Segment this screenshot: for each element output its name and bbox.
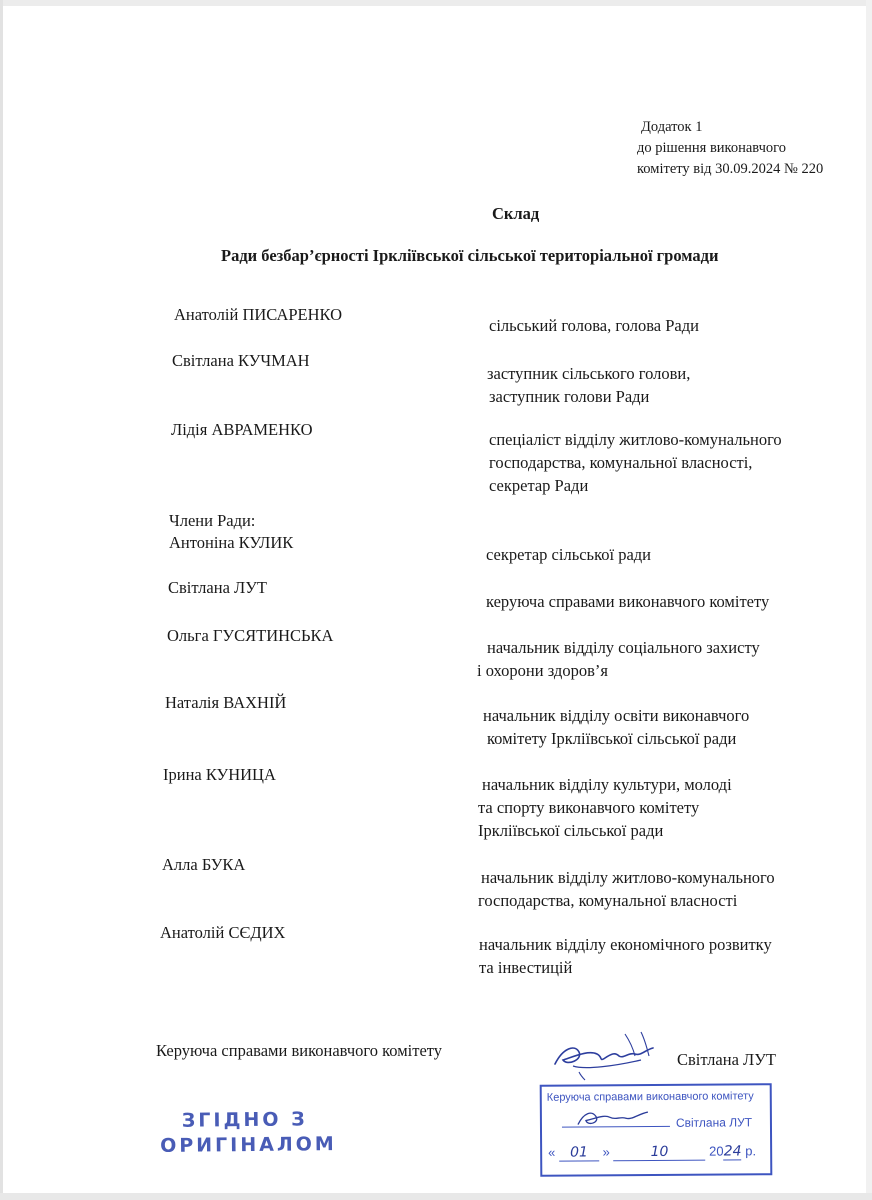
member-role-line: заступник сільського голови,	[487, 364, 691, 383]
member-role	[489, 314, 699, 337]
handwritten-signature	[545, 1026, 675, 1082]
member-role-line: секретар сільської ради	[486, 545, 651, 564]
member-role	[479, 933, 772, 979]
certified-copy-line-1: ЗГІДНО З	[181, 1108, 308, 1132]
member-name: Ольга ГУСЯТИНСЬКА	[167, 626, 334, 645]
member-role-line: начальник відділу житлово-комунального	[481, 868, 775, 887]
annex-line-1: Додаток 1	[641, 119, 703, 135]
member-role	[487, 362, 690, 408]
stamp-name: Світлана ЛУТ	[675, 1115, 753, 1130]
annex-line-3: комітету від 30.09.2024 № 220	[637, 161, 824, 177]
member-name: Світлана КУЧМАН	[172, 351, 310, 370]
member-role-line: начальник відділу економічного розвитку	[479, 935, 772, 954]
stamp-quote-close: »	[602, 1144, 610, 1160]
member-role-line: господарства, комунальної власності,	[489, 453, 753, 472]
member-role	[478, 866, 775, 912]
annex-header	[637, 117, 823, 180]
stamp-day: 01	[570, 1144, 588, 1161]
member-role-line: начальник відділу культури, молоді	[482, 775, 732, 794]
document-subtitle: Ради безбар’єрності Ірклiївської сільської територіальної громади	[221, 246, 719, 265]
member-role-line: та інвестицій	[479, 958, 573, 977]
member-role	[486, 543, 651, 566]
footer-position: Керуюча справами виконавчого комітету	[156, 1041, 443, 1060]
scan-edge-bottom	[0, 1193, 872, 1200]
stamp-quote-open: «	[548, 1144, 556, 1160]
member-role-line: комітету Ірклiївської сільської ради	[487, 729, 737, 748]
stamp-year-suffix: 24	[723, 1143, 742, 1160]
member-role-line: і охорони здоров’я	[477, 661, 608, 680]
member-name: Наталія ВАХНІЙ	[165, 693, 287, 712]
certified-copy-line-2: ОРИГІНАЛОМ	[160, 1133, 337, 1157]
member-role-line: керуюча справами виконавчого комітету	[486, 592, 770, 611]
member-role-line: секретар Ради	[489, 476, 589, 495]
members-heading: Члени Ради:	[169, 511, 256, 530]
member-name: Лідія АВРАМЕНКО	[171, 420, 313, 439]
member-role-line: Ірклiївської сільської ради	[478, 821, 664, 840]
certified-copy-stamp	[160, 1107, 337, 1159]
member-role-line: спеціаліст відділу житлово-комунального	[489, 430, 782, 449]
scan-edge-right	[866, 0, 872, 1200]
footer-signatory-name: Світлана ЛУТ	[677, 1050, 776, 1069]
stamp-year-mark: р.	[745, 1143, 757, 1159]
stamp-month: 10	[650, 1143, 669, 1161]
certification-stamp	[540, 1083, 773, 1177]
member-role	[486, 590, 769, 613]
member-role	[483, 704, 749, 750]
member-name: Анатолій СЄДИХ	[160, 923, 286, 942]
member-role-line: начальник відділу соціального захисту	[487, 638, 760, 657]
stamp-year-prefix: 20	[709, 1143, 724, 1159]
member-role	[489, 428, 782, 497]
member-role-line: та спорту виконавчого комітету	[478, 798, 700, 817]
member-name: Анатолій ПИСАРЕНКО	[174, 305, 343, 324]
scan-edge-top	[0, 0, 872, 6]
member-role-line: сільський голова, голова Ради	[489, 316, 699, 335]
annex-line-2: до рішення виконавчого	[637, 140, 786, 156]
member-name: Світлана ЛУТ	[168, 578, 267, 597]
member-role-line: господарства, комунальної власності	[478, 891, 738, 910]
member-name: Антоніна КУЛИК	[169, 533, 294, 552]
member-role-line: заступник голови Ради	[489, 387, 650, 406]
document-title: Склад	[492, 204, 540, 223]
stamp-title: Керуюча справами виконавчого комітету	[546, 1090, 754, 1104]
scan-edge-left	[0, 0, 3, 1200]
member-name: Алла БУКА	[162, 855, 246, 874]
member-role	[478, 773, 732, 842]
member-role-line: начальник відділу освіти виконавчого	[483, 706, 750, 725]
member-name: Ірина КУНИЦА	[163, 765, 276, 784]
member-role	[477, 636, 760, 682]
stamp-date	[548, 1143, 768, 1162]
